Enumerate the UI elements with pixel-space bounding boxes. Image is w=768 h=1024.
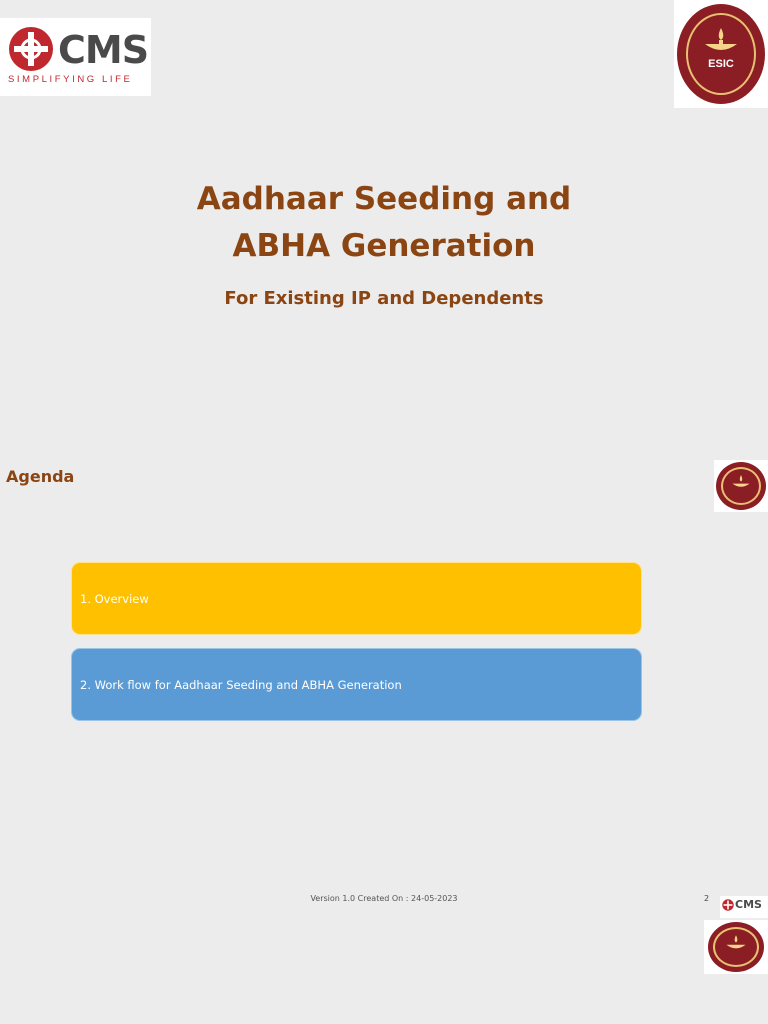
- cms-disc-icon: [8, 26, 54, 72]
- lamp-icon: [701, 26, 741, 56]
- cms-logo: [0, 18, 151, 96]
- cms-logo-mini: [720, 896, 768, 918]
- cms-tagline: SIMPLIFYING LIFE: [8, 74, 133, 85]
- page-title: [0, 176, 768, 270]
- page-number: 2: [704, 894, 710, 903]
- agenda-item-label: 2. Work flow for Aadhaar Seeding and ABHA Generation: [80, 677, 402, 692]
- lamp-icon-footer: [724, 934, 748, 952]
- page-subtitle: For Existing IP and Dependents: [224, 288, 544, 309]
- esic-logo-footer: [704, 920, 768, 974]
- esic-seal-icon-small: [716, 462, 766, 510]
- title-line-1: Aadhaar Seeding and: [196, 181, 572, 217]
- footer-version: Version 1.0 Created On : 24-05-2023: [310, 894, 458, 903]
- cms-disc-icon-mini: [722, 899, 734, 911]
- esic-label: ESIC: [708, 58, 734, 70]
- esic-logo: [674, 0, 768, 108]
- title-line-2: ABHA Generation: [232, 228, 536, 264]
- esic-seal-icon: [677, 4, 765, 104]
- cms-wordmark: CMS: [58, 28, 149, 72]
- lamp-icon-small: [730, 474, 752, 490]
- esic-seal-icon-footer: [708, 922, 764, 972]
- agenda-item-workflow[interactable]: [71, 648, 642, 721]
- agenda-heading: Agenda: [6, 467, 75, 486]
- agenda-item-overview[interactable]: [71, 562, 642, 635]
- cms-wordmark-mini: CMS: [735, 898, 762, 911]
- esic-logo-small: [714, 460, 768, 512]
- agenda-item-label: 1. Overview: [80, 591, 149, 606]
